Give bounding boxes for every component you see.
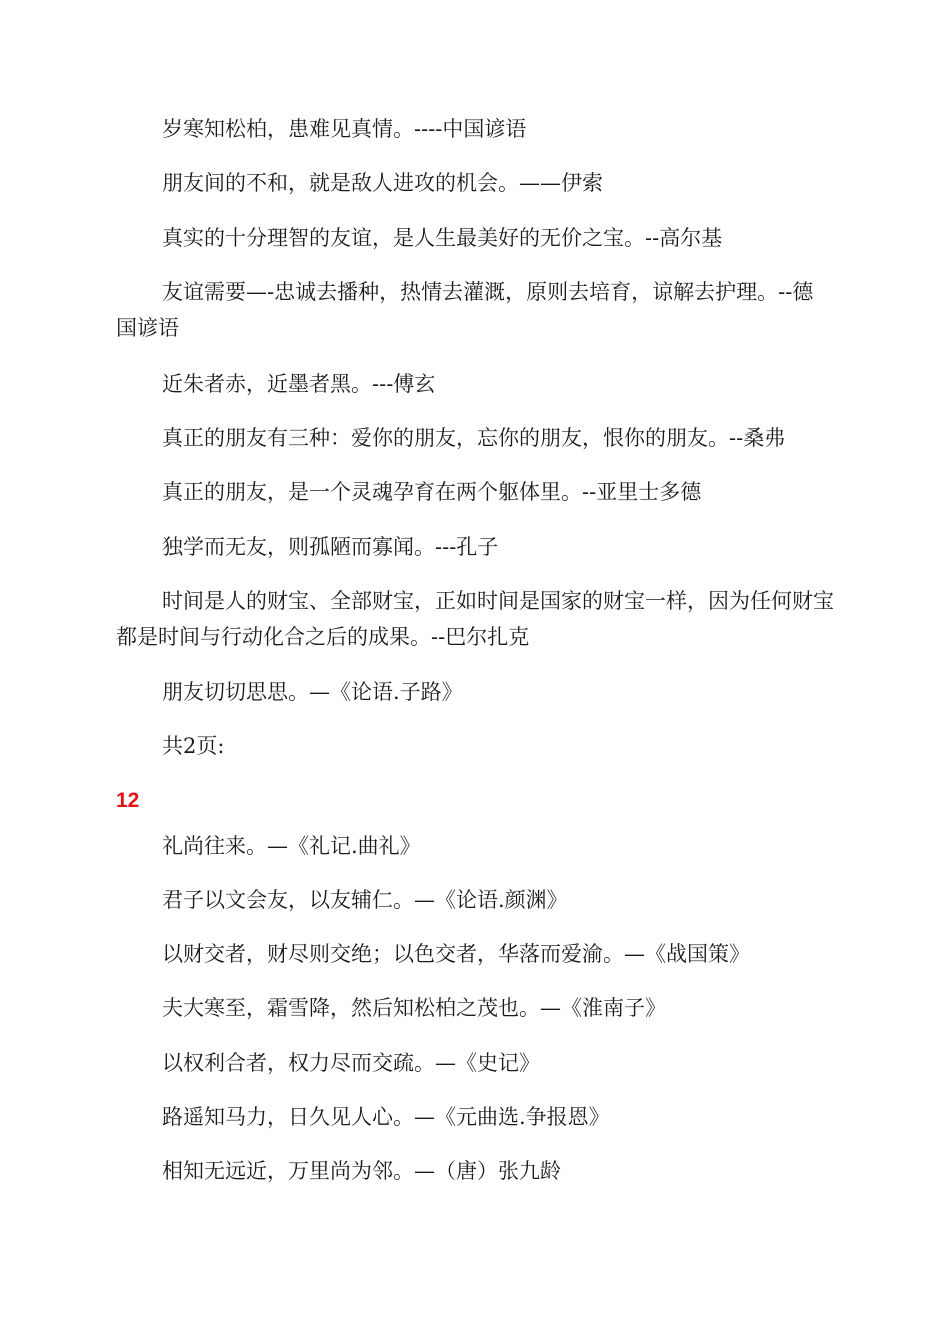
quote-paragraph: 岁寒知松柏，患难见真情。----中国谚语 — [162, 117, 527, 141]
quote-paragraph: 真正的朋友，是一个灵魂孕育在两个躯体里。--亚里士多德 — [162, 480, 702, 504]
quote-paragraph: 朋友间的不和，就是敌人进攻的机会。——伊索 — [162, 171, 603, 195]
quote-paragraph: 独学而无友，则孤陋而寡闻。---孔子 — [162, 535, 499, 559]
quote-paragraph: 夫大寒至，霜雪降，然后知松柏之茂也。—《淮南子》 — [162, 996, 666, 1020]
quote-paragraph: 礼尚往来。—《礼记.曲礼》 — [162, 834, 421, 858]
page-numbers-link[interactable]: 12 — [116, 789, 140, 812]
quote-paragraph: 朋友切切思思。—《论语.子路》 — [162, 680, 463, 704]
quote-paragraph: 真实的十分理智的友谊，是人生最美好的无价之宝。--高尔基 — [162, 226, 723, 250]
quote-paragraph: 真正的朋友有三种：爱你的朋友，忘你的朋友，恨你的朋友。--桑弗 — [162, 426, 786, 450]
quote-paragraph: 近朱者赤，近墨者黑。---傅玄 — [162, 372, 436, 396]
quote-paragraph: 时间是人的财宝、全部财宝，正如时间是国家的财宝一样，因为任何财宝都是时间与行动化合之后的成果。--巴尔扎克 — [116, 589, 834, 649]
quote-paragraph: 路遥知马力，日久见人心。—《元曲选.争报恩》 — [162, 1105, 610, 1129]
quote-paragraph: 友谊需要—-忠诚去播种，热情去灌溉，原则去培育，谅解去护理。--德国谚语 — [116, 280, 814, 340]
page-count-text: 共2页: — [162, 734, 225, 758]
quote-paragraph: 相知无远近，万里尚为邻。—（唐）张九龄 — [162, 1159, 561, 1183]
quote-paragraph: 以财交者，财尽则交绝；以色交者，华落而爱渝。—《战国策》 — [162, 942, 750, 966]
quote-paragraph: 以权利合者，权力尽而交疏。—《史记》 — [162, 1051, 540, 1075]
quote-paragraph: 君子以文会友，以友辅仁。—《论语.颜渊》 — [162, 888, 568, 912]
